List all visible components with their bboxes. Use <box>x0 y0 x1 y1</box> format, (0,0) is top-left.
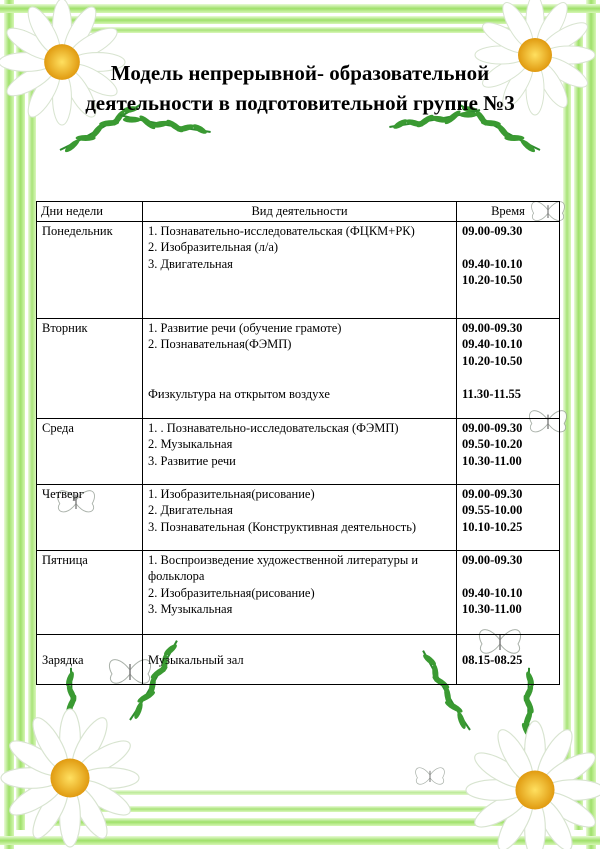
header-days: Дни недели <box>37 202 143 222</box>
activity-item: 3. Развитие речи <box>148 453 236 468</box>
left-stems <box>4 0 36 849</box>
time-item: 10.10-10.25 <box>462 519 523 534</box>
table-row <box>37 318 560 418</box>
table-header-row <box>37 202 560 222</box>
activity-item: 3. Музыкальная <box>148 602 233 616</box>
times-cell <box>457 634 560 684</box>
title-line-2: деятельности в подготовительной группе №3 <box>85 91 515 115</box>
activity-item: 3. Познавательная (Конструктивная деятельность) <box>148 519 417 534</box>
time-item <box>462 568 554 585</box>
time-item <box>462 239 554 256</box>
time-item <box>462 369 554 386</box>
activity-item <box>148 369 451 386</box>
activity-item: 2. Изобразительная(рисование) <box>148 585 315 600</box>
day-label: Зарядка <box>42 653 84 667</box>
activities-cell <box>143 484 457 550</box>
activity-item: 2. Познавательная(ФЭМП) <box>148 337 292 351</box>
time-item: 10.30-11.00 <box>462 602 522 616</box>
time-item: 10.20-10.50 <box>462 273 523 287</box>
activities-cell <box>143 634 457 684</box>
times-cell <box>457 318 560 418</box>
activities-cell <box>143 318 457 418</box>
activity-item <box>148 353 451 370</box>
activity-item: 2. Музыкальная <box>148 437 233 451</box>
table-row <box>37 221 560 318</box>
time-item: 10.20-10.50 <box>462 353 523 368</box>
table-row <box>37 484 560 550</box>
times-cell <box>457 418 560 484</box>
times-cell <box>457 550 560 634</box>
activities-cell <box>143 221 457 318</box>
activity-item: 1. Воспроизведение художественной литературы и фольклора <box>148 552 419 583</box>
time-item: 09.00-09.30 <box>462 486 523 501</box>
time-item: 09.00-09.30 <box>462 320 523 335</box>
header-activity: Вид деятельности <box>143 202 457 222</box>
time-item: 10.30-11.00 <box>462 453 522 468</box>
activities-cell <box>143 418 457 484</box>
activity-item: 3. Двигательная <box>148 256 233 271</box>
time-item: 09.40-10.10 <box>462 585 523 600</box>
table-row <box>37 418 560 484</box>
activity-item: 1. Познавательно-исследовательская (ФЦКМ+РК) <box>148 223 415 238</box>
header-time: Время <box>457 202 560 222</box>
activity-item: Музыкальный зал <box>148 653 244 667</box>
activity-item: 2. Изобразительная (л/а) <box>148 240 279 254</box>
activity-item: 1. . Познавательно-исследовательская (ФЭМП) <box>148 420 399 435</box>
day-cell: Понедельник <box>37 221 143 318</box>
table-row <box>37 634 560 684</box>
time-item: 09.55-10.00 <box>462 503 523 517</box>
page-title <box>40 58 560 118</box>
schedule-table <box>36 201 560 685</box>
activities-cell <box>143 550 457 634</box>
day-cell: Пятница <box>37 550 143 634</box>
time-item <box>462 636 554 653</box>
right-stems <box>563 0 596 849</box>
day-cell: Четверг <box>37 484 143 550</box>
time-item: 09.00-09.30 <box>462 420 523 435</box>
day-cell <box>37 634 143 684</box>
times-cell <box>457 221 560 318</box>
times-cell <box>457 484 560 550</box>
table-row <box>37 550 560 634</box>
activity-item: Физкультура на открытом воздухе <box>148 386 330 401</box>
time-item: 09.00-09.30 <box>462 223 523 238</box>
activity-item <box>148 636 451 653</box>
time-item: 08.15-08.25 <box>462 653 523 667</box>
activity-item: 1. Изобразительная(рисование) <box>148 486 315 501</box>
title-line-1: Модель непрерывной- образовательной <box>110 61 490 85</box>
time-item: 09.40-10.10 <box>462 337 523 351</box>
time-item: 09.40-10.10 <box>462 256 523 271</box>
time-item: 09.50-10.20 <box>462 437 523 451</box>
day-cell: Вторник <box>37 318 143 418</box>
activity-item: 2. Двигательная <box>148 503 233 517</box>
time-item: 11.30-11.55 <box>462 386 522 401</box>
time-item: 09.00-09.30 <box>462 552 523 567</box>
day-cell: Среда <box>37 418 143 484</box>
activity-item: 1. Развитие речи (обучение грамоте) <box>148 320 342 335</box>
